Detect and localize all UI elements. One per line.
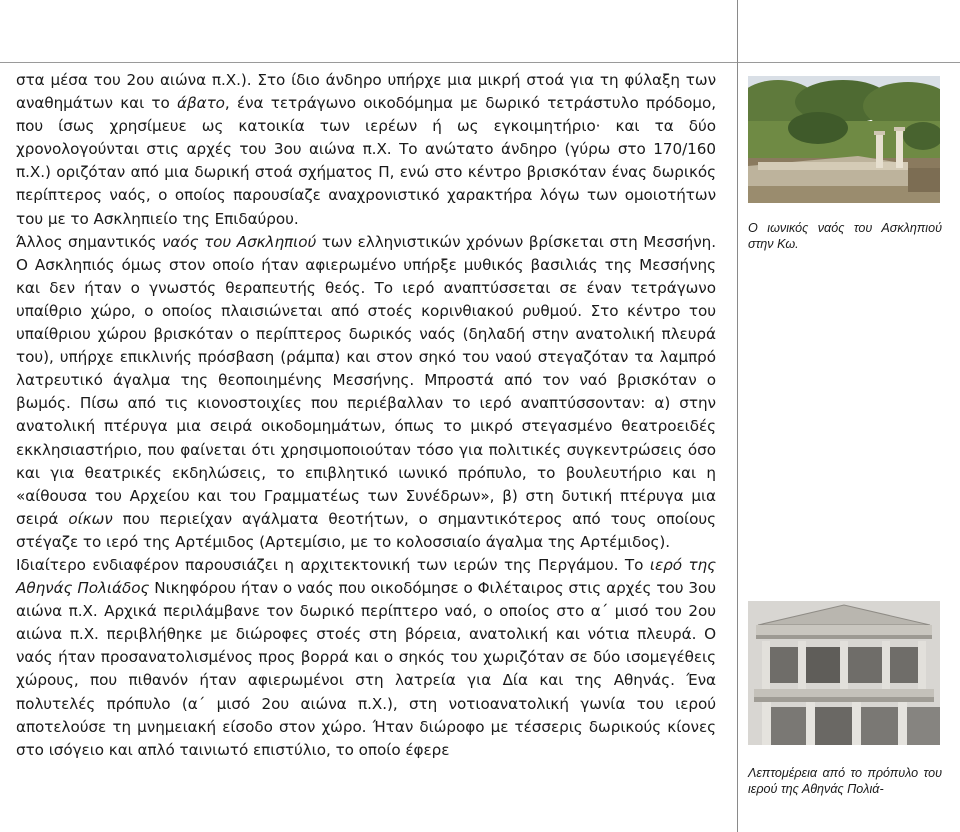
propylon-photo — [748, 601, 940, 745]
paragraph-2: Άλλος σημαντικός ναός του Ασκληπιού των ελληνιστικών χρόνων βρίσκεται στη Μεσσήνη. Ο Ασκληπιός όμως στον οποίο ήταν αφιερωμένο υπήρξε μυθικός βασιλιάς της Μεσσήνης και δεν ήταν ο γνωστός θεραπευτής θεός. Το ιερό αναπτύσσεται σε έναν τετράγωνο υπαίθριο χώρο, ο οποίος πλαισιώνεται από στοές κορινθιακού ρυθμού. Στο κέντρο του υπαίθριου χώρου βρισκόταν ο περίπτερος δωρικός ναός (δηλαδή στην ανατολική πλευρά του), υπήρχε επικλινής πρόσβαση (ράμπα) και στον σηκό του ναού στεγαζόταν τα λαμπρό λατρευτικό άγαλμα της θεοποιημένης Μεσσήνης. Μπροστά από τον ναό βρισκόταν ο βωμός. Πίσω από τις κιονοστοιχίες που περιέβαλλαν το ιερό αναπτύσσονταν: α) στην ανατολική πτέρυγα μια σειρά οικοδομημάτων, όπως το μικρό στεγασμένο θεατροειδές εκκλησιαστήριο, που φαίνεται ότι χρησιμοποιούταν τόσο για πολιτικές συγκεντρώσεις όσο και για θεατρικές εκδηλώσεις, το επιβλητικό ιωνικό πρόπυλο, το βουλευτήριο και η «αίθουσα του Αρχείου και του Γραμματέως των Συνέδρων», β) στη δυτική πτέρυγα μια σειρά οίκων που περιείχαν αγάλματα θεοτήτων, ο σημαντικότερος από τους οποίους στέγαζε το ιερό της Αρτέμιδος (Αρτεμίσιο, με το κολοσσιαίο άγαλμα της Αρτέμιδος). — [16, 232, 717, 551]
paragraph-1: στα μέσα του 2ου αιώνα π.Χ.). Στο ίδιο άνδηρο υπήρχε μια μικρή στοά για τη φύλαξη των αναθημάτων και το άβατο, ένα τετράγωνο οικοδόμημα με δωρικό τετράστυλο πρόδομο, που ίσως χρησίμευε ως κατοικία των ιερέων ή ως εγκοιμητήριο· και τα δύο χρονολογούνται στις αρχές του 3ου αιώνα π.Χ. Το ανώτατο άνδηρο (γύρω στο 170/160 π.Χ.) οριζόταν από μια δωρική στοά σχήματος Π, ενώ στο κέντρο βρισκόταν ένας δωρικός περίπτερος ναός, ο οποίος παρουσίαζε αναχρονιστικό χαρακτήρα λόγω των ομοιοτήτων του με το Ασκληπιείο της Επιδαύρου. — [16, 71, 716, 228]
caption-propylon: Λεπτομέρεια από το πρόπυλο του ιερού της Αθηνάς Πολιά- — [748, 766, 942, 796]
column-divider — [737, 0, 738, 832]
kos-temple-photo — [748, 76, 940, 203]
main-text-column — [16, 69, 716, 762]
paragraph-3: Ιδιαίτερο ενδιαφέρον παρουσιάζει η αρχιτεκτονική των ιερών της Περγάμου. Το ιερό της Αθηνάς Πολιάδος Νικηφόρου ήταν ο ναός που οικοδόμησε ο Φιλέταιρος στις αρχές του 3ου αιώνα π.Χ. Αρχικά περιλάμβανε τον δωρικό περίπτερο ναό, ο οποίος στο α΄ μισό του 2ου αιώνα π.Χ. περιβλήθηκε με διώροφες στοές στη βόρεια, ανατολική και νότια πλευρά. Ο ναός ήταν προσανατολισμένος προς βορρά και ο σηκός του χωριζόταν σε δύο ισομεγέθεις χώρους, που πιθανόν ήταν αφιερωμένοι στη λατρεία για Δία και της Αθηνάς. Ένα πολυτελές πρόπυλο (α΄ μισό 2ου αιώνα π.Χ.), στη νοτιοανατολική γωνία του ιερού αποτελούσε τη μνημειακή είσοδο στον χώρο. Ήταν διώροφο με τέσσερις δωρικούς κίονες στο ισόγειο και απλό ταινιωτό επιστύλιο, το οποίο έφερε — [16, 555, 716, 759]
propylon-image — [748, 601, 940, 745]
top-rule — [0, 62, 960, 63]
caption-kos-temple: Ο ιωνικός ναός του Ασκληπιού στην Κω. — [748, 221, 942, 251]
kos-temple-image — [748, 76, 940, 203]
